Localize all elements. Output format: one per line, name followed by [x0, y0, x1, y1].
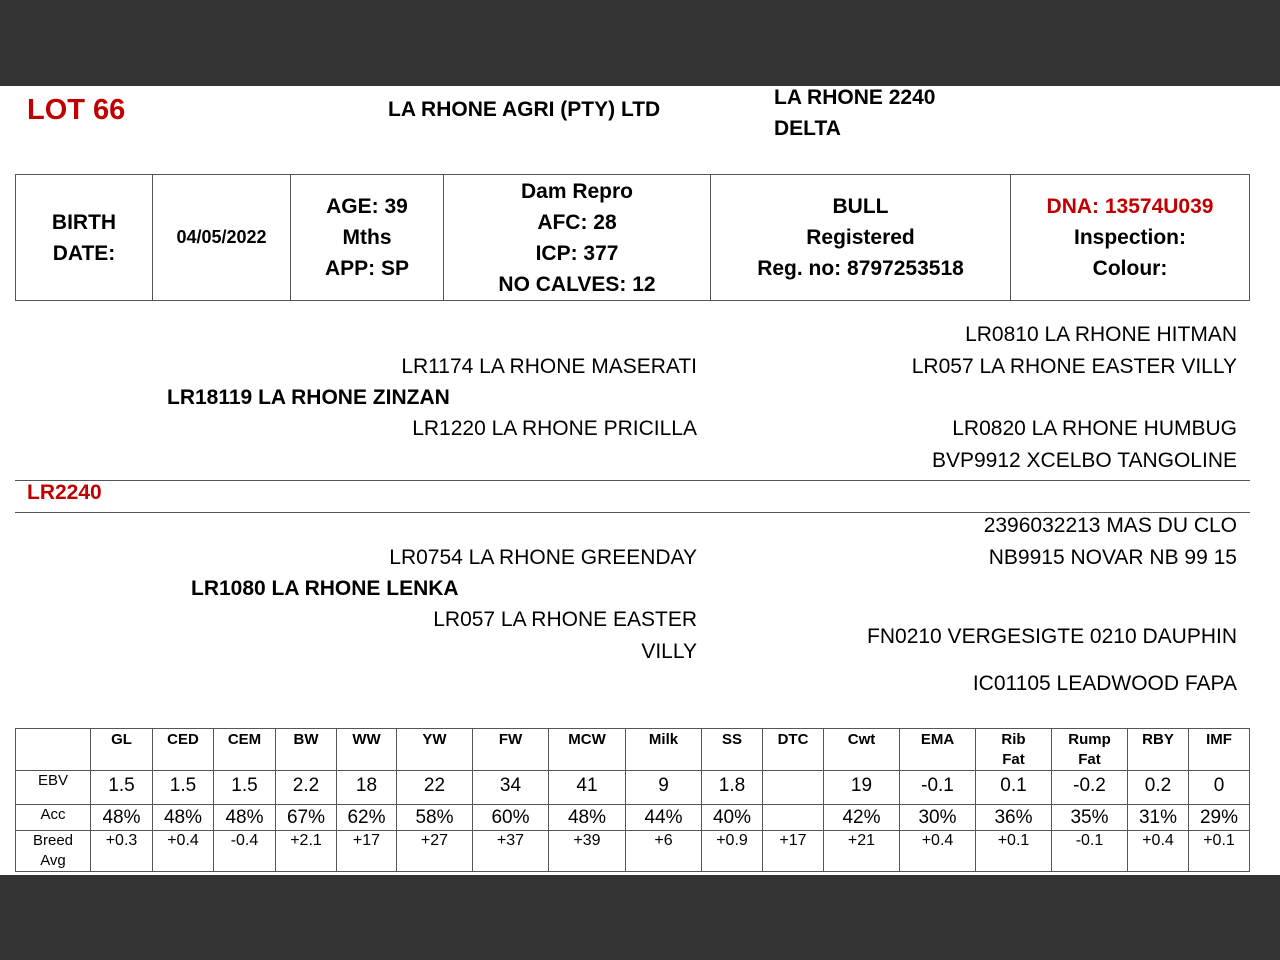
- afc-value: AFC: 28: [537, 210, 617, 234]
- ebv-header-fw: [473, 729, 549, 771]
- dam-repro-cell: [444, 175, 711, 301]
- ebv-header-rump-fat: [1052, 729, 1128, 771]
- divider-bottom: [15, 512, 1250, 513]
- ebv-table: [15, 728, 1250, 872]
- ebv-value-ema: -0.1: [900, 771, 976, 805]
- ebv-header-line1: BW: [293, 731, 319, 748]
- ebv-header-milk: [626, 729, 702, 771]
- acc-value-cem: 48%: [214, 805, 276, 831]
- animal-name-line2: DELTA: [774, 117, 841, 140]
- ebv-header-cem: [214, 729, 276, 771]
- acc-value-ww: 62%: [337, 805, 397, 831]
- icp-value: ICP: 377: [535, 241, 619, 265]
- app-value: APP: SP: [324, 257, 410, 280]
- avg-value-mcw: +39: [549, 831, 626, 872]
- lot-sheet: [0, 86, 1280, 875]
- ebv-value-ced: 1.5: [153, 771, 214, 805]
- pedigree-dam: LR1080 LA RHONE LENKA: [191, 577, 459, 600]
- ebv-header-line2: Fat: [1002, 751, 1025, 768]
- dna-number: DNA: 13574U039: [1046, 195, 1214, 218]
- ebv-header-line1: WW: [352, 731, 381, 748]
- acc-value-ced: 48%: [153, 805, 214, 831]
- breed-avg-row-label: [16, 831, 91, 872]
- pedigree-sire-sire: LR1174 LA RHONE MASERATI: [401, 355, 697, 378]
- ebv-header-line1: CEM: [227, 731, 262, 748]
- pedigree-dam-dam-dam: IC01105 LEADWOOD FAPA: [972, 672, 1237, 695]
- ebv-header-line1: IMF: [1206, 731, 1232, 748]
- acc-value-bw: 67%: [276, 805, 337, 831]
- ebv-header-line1: GL: [111, 731, 132, 748]
- ebv-header-dtc: [763, 729, 824, 771]
- ebv-value-yw: 22: [397, 771, 473, 805]
- animal-name: [774, 86, 935, 144]
- ebv-header-yw: [397, 729, 473, 771]
- ebv-value-imf: 0: [1189, 771, 1250, 805]
- ebv-header-line1: YW: [422, 731, 447, 748]
- acc-value-rib-fat: 36%: [976, 805, 1052, 831]
- breeder-name: LA RHONE AGRI (PTY) LTD: [388, 98, 661, 121]
- acc-row-label: Acc: [16, 805, 91, 831]
- avg-value-fw: +37: [473, 831, 549, 872]
- ebv-corner-cell: [16, 729, 91, 771]
- acc-value-yw: 58%: [397, 805, 473, 831]
- avg-value-gl: +0.3: [91, 831, 153, 872]
- ebv-header-line1: SS: [721, 731, 742, 748]
- acc-value-milk: 44%: [626, 805, 702, 831]
- registration-status: Registered: [806, 226, 915, 249]
- ebv-header-row: [16, 729, 1250, 771]
- ebv-header-gl: [91, 729, 153, 771]
- ebv-value-fw: 34: [473, 771, 549, 805]
- birth-date-label: [16, 175, 153, 301]
- ebv-value-rby: 0.2: [1128, 771, 1189, 805]
- avg-value-dtc: +17: [763, 831, 824, 872]
- breed-avg-row: [16, 831, 1250, 872]
- age-cell: [291, 175, 444, 301]
- ebv-header-line1: EMA: [920, 731, 955, 748]
- age-value: AGE: 39: [326, 195, 408, 218]
- lot-number: LOT 66: [27, 94, 126, 126]
- avg-value-imf: +0.1: [1189, 831, 1250, 872]
- acc-value-gl: 48%: [91, 805, 153, 831]
- ebv-value-cem: 1.5: [214, 771, 276, 805]
- ebv-row: [16, 771, 1250, 805]
- ebv-value-mcw: 41: [549, 771, 626, 805]
- pedigree-sire-dam-sire: LR0820 LA RHONE HUMBUG: [952, 417, 1237, 440]
- ebv-value-rib-fat: 0.1: [976, 771, 1052, 805]
- pedigree-sire-sire-dam: LR057 LA RHONE EASTER VILLY: [911, 355, 1237, 378]
- birth-label-line1: BIRTH: [51, 210, 117, 234]
- sex-value: BULL: [832, 195, 889, 218]
- ebv-header-ema: [900, 729, 976, 771]
- ebv-value-milk: 9: [626, 771, 702, 805]
- avg-value-cem: -0.4: [214, 831, 276, 872]
- ebv-header-ss: [702, 729, 763, 771]
- acc-value-dtc: [763, 805, 824, 831]
- ebv-header-imf: [1189, 729, 1250, 771]
- acc-value-ema: 30%: [900, 805, 976, 831]
- ebv-value-rump-fat: -0.2: [1052, 771, 1128, 805]
- acc-value-rump-fat: 35%: [1052, 805, 1128, 831]
- avg-value-bw: +2.1: [276, 831, 337, 872]
- ebv-value-bw: 2.2: [276, 771, 337, 805]
- avg-value-rump-fat: -0.1: [1052, 831, 1128, 872]
- avg-value-ww: +17: [337, 831, 397, 872]
- dam-repro-title: Dam Repro: [520, 179, 634, 203]
- ebv-header-line2: Fat: [1078, 751, 1101, 768]
- ebv-header-cwt: [824, 729, 900, 771]
- pedigree-sire-sire-sire: LR0810 LA RHONE HITMAN: [965, 323, 1237, 346]
- ebv-header-bw: [276, 729, 337, 771]
- acc-value-ss: 40%: [702, 805, 763, 831]
- ebv-header-line1: Rump: [1068, 731, 1111, 748]
- avg-value-ss: +0.9: [702, 831, 763, 872]
- avg-value-rby: +0.4: [1128, 831, 1189, 872]
- birth-label-line2: DATE:: [52, 241, 116, 265]
- ebv-value-gl: 1.5: [91, 771, 153, 805]
- pedigree-dam-dam-line1: LR057 LA RHONE EASTER: [433, 608, 697, 631]
- acc-value-mcw: 48%: [549, 805, 626, 831]
- ebv-header-line1: DTC: [777, 731, 809, 748]
- breed-avg-label-line2: Avg: [40, 852, 66, 869]
- acc-value-imf: 29%: [1189, 805, 1250, 831]
- acc-row: [16, 805, 1250, 831]
- colour-label: Colour:: [1092, 257, 1168, 280]
- animal-name-line1: LA RHONE 2240: [774, 86, 936, 109]
- ebv-header-line1: Milk: [648, 731, 679, 748]
- age-unit: Mths: [342, 226, 392, 249]
- avg-value-cwt: +21: [824, 831, 900, 872]
- avg-value-ema: +0.4: [900, 831, 976, 872]
- pedigree-sire: LR18119 LA RHONE ZINZAN: [167, 386, 450, 409]
- ebv-header-line1: Cwt: [847, 731, 876, 748]
- acc-value-rby: 31%: [1128, 805, 1189, 831]
- ebv-header-ced: [153, 729, 214, 771]
- registration-number: Reg. no: 8797253518: [757, 257, 964, 280]
- ebv-header-line1: CED: [167, 731, 199, 748]
- pedigree-sire-dam: LR1220 LA RHONE PRICILLA: [412, 417, 697, 440]
- ebv-header-rib-fat: [976, 729, 1052, 771]
- ebv-header-mcw: [549, 729, 626, 771]
- avg-value-rib-fat: +0.1: [976, 831, 1052, 872]
- ebv-header-line1: RBY: [1142, 731, 1174, 748]
- ebv-header-line1: Rib: [1001, 731, 1026, 748]
- avg-value-yw: +27: [397, 831, 473, 872]
- birth-date-value: 04/05/2022: [153, 175, 291, 301]
- acc-value-fw: 60%: [473, 805, 549, 831]
- ebv-header-line1: MCW: [568, 731, 606, 748]
- avg-value-milk: +6: [626, 831, 702, 872]
- ebv-value-ss: 1.8: [702, 771, 763, 805]
- ebv-value-cwt: 19: [824, 771, 900, 805]
- ebv-value-ww: 18: [337, 771, 397, 805]
- ebv-header-rby: [1128, 729, 1189, 771]
- no-calves-value: NO CALVES: 12: [498, 272, 656, 296]
- dna-cell: [1011, 175, 1250, 301]
- pedigree-dam-dam-line2: VILLY: [641, 640, 697, 663]
- avg-value-ced: +0.4: [153, 831, 214, 872]
- breed-avg-label-line1: Breed: [32, 832, 74, 849]
- info-table: [15, 174, 1250, 301]
- ebv-header-line1: FW: [498, 731, 523, 748]
- ebv-row-label: EBV: [16, 771, 91, 805]
- inspection-label: Inspection:: [1073, 226, 1186, 249]
- ebv-value-dtc: [763, 771, 824, 805]
- pedigree-dam-dam-sire: FN0210 VERGESIGTE 0210 DAUPHIN: [867, 625, 1237, 648]
- divider-top: [15, 480, 1250, 481]
- ebv-header-ww: [337, 729, 397, 771]
- registration-cell: [711, 175, 1011, 301]
- pedigree-dam-sire: LR0754 LA RHONE GREENDAY: [389, 546, 697, 569]
- pedigree-sire-dam-dam: BVP9912 XCELBO TANGOLINE: [931, 449, 1237, 472]
- acc-value-cwt: 42%: [824, 805, 900, 831]
- pedigree-dam-sire-sire: 2396032213 MAS DU CLO: [983, 514, 1237, 537]
- animal-id: LR2240: [27, 481, 102, 504]
- pedigree-dam-sire-dam: NB9915 NOVAR NB 99 15: [988, 546, 1237, 569]
